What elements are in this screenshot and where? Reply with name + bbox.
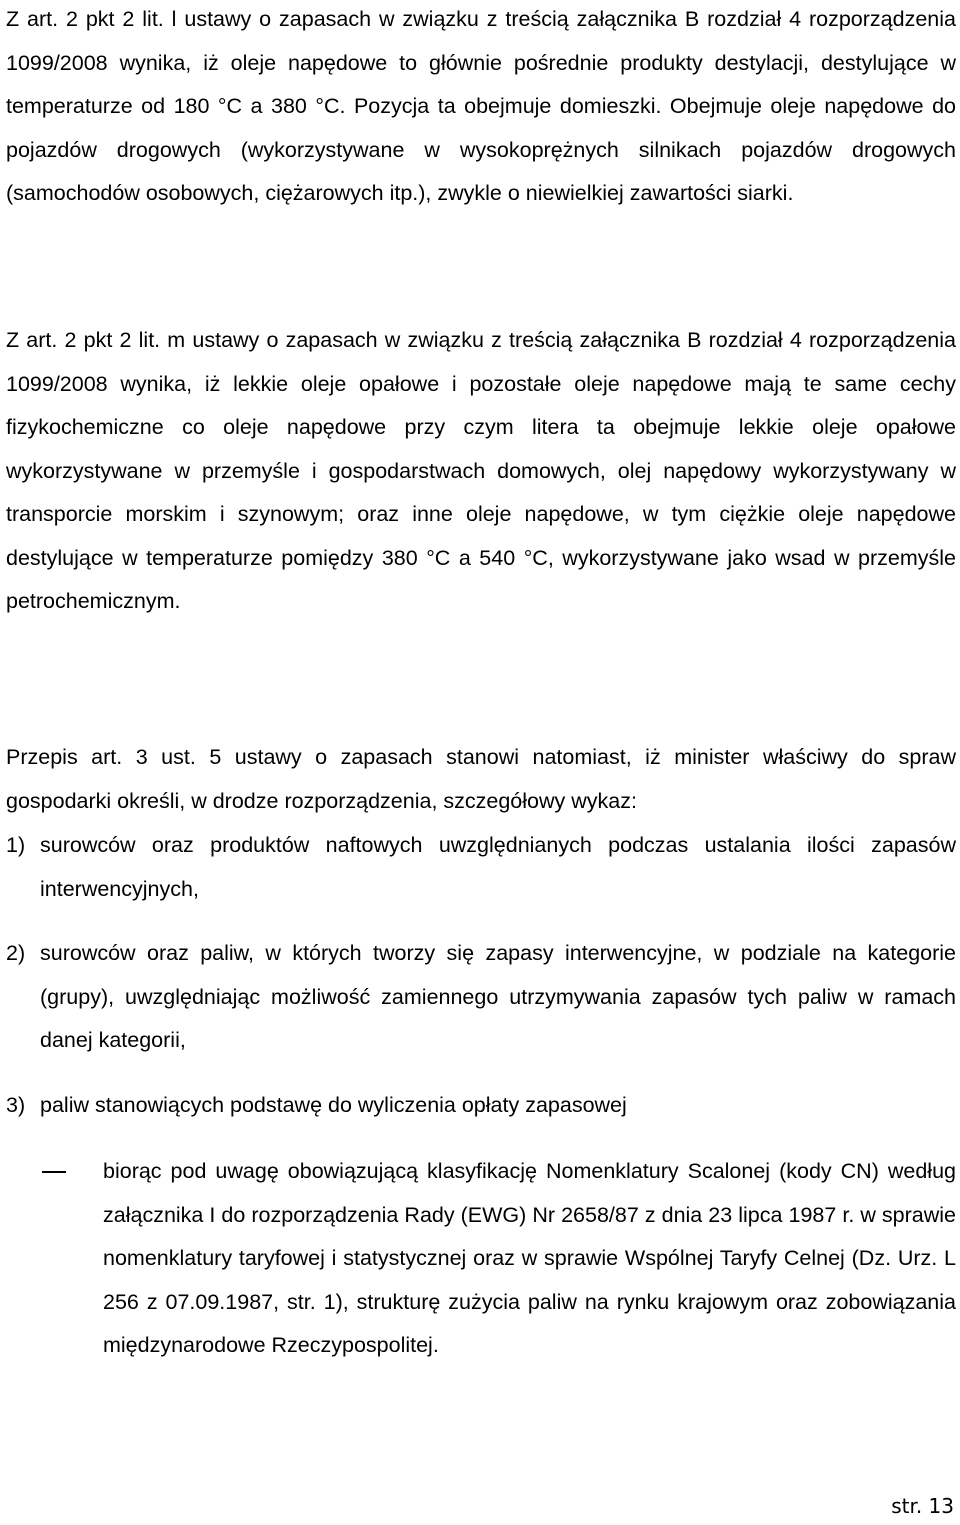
page-number: str. 13 — [891, 1494, 954, 1518]
dash-bullet-icon — [42, 1171, 66, 1173]
paragraph-light-heating-oils: Z art. 2 pkt 2 lit. m ustawy o zapasach w związku z treścią załącznika B rozdział 4 rozporządzenia 1099/2008 wynika, iż lekkie oleje opałowe i pozostałe oleje napędowe mają te same cechy fizykochemiczne co oleje napędowe przy czym litera ta obejmuje lekkie oleje opałowe wykorzystywane w przemyśle i gospodarstwach domowych, olej napędowy wykorzystywany w transporcie morskim i szynowym; oraz inne oleje napędowe, w tym ciężkie oleje napędowe destylujące w temperaturze pomiędzy 380 °C a 540 °C, wykorzystywane jako wsad w przemyśle petrochemicznym. — [6, 328, 956, 613]
list-item-2 — [6, 932, 956, 1063]
list-item-3 — [6, 1084, 956, 1128]
list-number: 3) — [6, 1093, 26, 1117]
list-number: 1) — [6, 833, 26, 857]
list-number: 2) — [6, 941, 26, 965]
dash-list-item — [6, 1150, 956, 1368]
list-item-1 — [6, 824, 956, 911]
list-text: surowców oraz paliw, w których tworzy się zapasy interwencyjne, w podziale na kategorie (grupy), uwzględniając możliwość zamiennego utrzymywania zapasów tych paliw w ramach danej kategorii, — [40, 941, 956, 1052]
paragraph-minister-regulation: Przepis art. 3 ust. 5 ustawy o zapasach stanowi natomiast, iż minister właściwy do spraw gospodarki określi, w drodze rozporządzenia, szczegółowy wykaz: — [6, 745, 956, 813]
dash-list-text: biorąc pod uwagę obowiązującą klasyfikację Nomenklatury Scalonej (kody CN) według załącznika I do rozporządzenia Rady (EWG) Nr 2658/87 z dnia 23 lipca 1987 r. w sprawie nomenklatury taryfowej i statystycznej oraz w sprawie Wspólnej Taryfy Celnej (Dz. Urz. L 256 z 07.09.1987, str. 1), strukturę zużycia paliw na rynku krajowym oraz zobowiązania międzynarodowe Rzeczypospolitej. — [103, 1159, 956, 1357]
list-text: paliw stanowiących podstawę do wyliczenia opłaty zapasowej — [40, 1093, 627, 1117]
list-text: surowców oraz produktów naftowych uwzględnianych podczas ustalania ilości zapasów interwencyjnych, — [40, 833, 956, 901]
paragraph-diesel-oils: Z art. 2 pkt 2 lit. l ustawy o zapasach w związku z treścią załącznika B rozdział 4 rozporządzenia 1099/2008 wynika, iż oleje napędowe to głównie pośrednie produkty destylacji, destylujące w temperaturze od 180 °C a 380 °C. Pozycja ta obejmuje domieszki. Obejmuje oleje napędowe do pojazdów drogowych (wykorzystywane w wysokoprężnych silnikach pojazdów drogowych (samochodów osobowych, ciężarowych itp.), zwykle o niewielkiej zawartości siarki. — [6, 7, 956, 205]
